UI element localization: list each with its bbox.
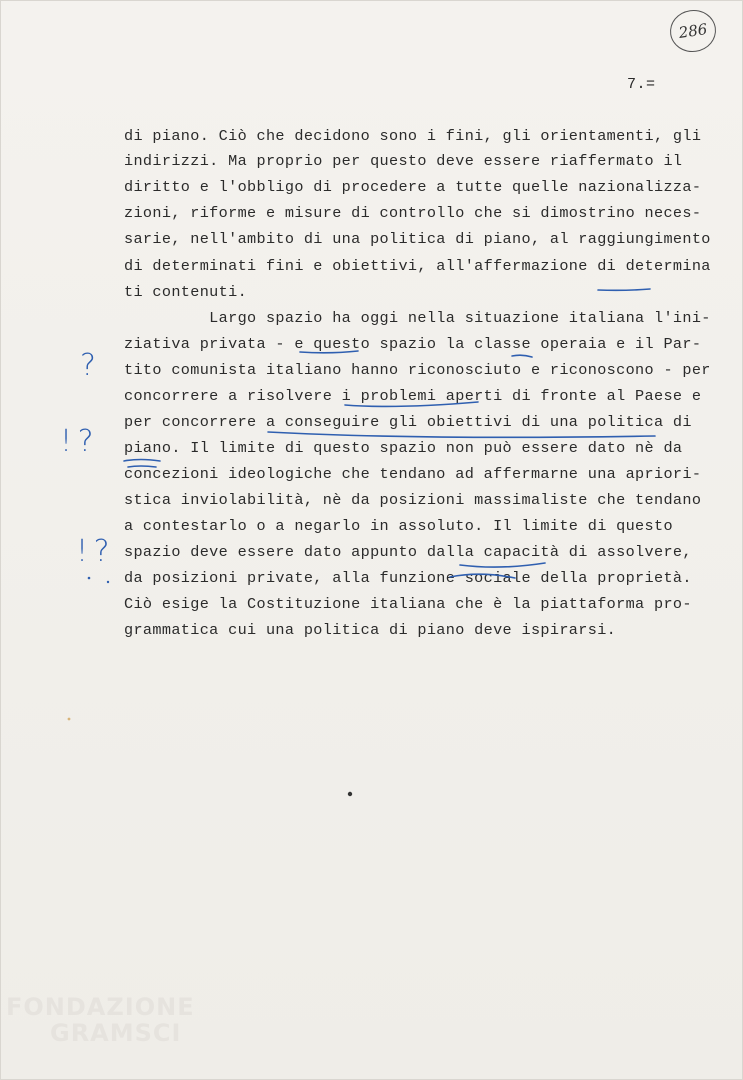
text-line: stica inviolabilità, nè da posizioni massimaliste che tendano: [124, 491, 702, 509]
underline-capacita: [460, 563, 545, 567]
text-line: Ciò esige la Costituzione italiana che è la piattaforma pro-: [124, 595, 692, 613]
margin-question-mark: ?: [80, 348, 96, 383]
archive-stamp-number: 286: [677, 20, 709, 42]
text-line: per concorrere a conseguire gli obiettivi di una politica di: [124, 413, 692, 431]
text-line: sarie, nell'ambito di una politica di piano, al raggiungimento: [124, 230, 711, 248]
text-line: di determinati fini e obiettivi, all'affermazione di determina: [124, 257, 711, 275]
text-line: ziativa privata - e questo spazio la classe operaia e il Par-: [124, 335, 702, 353]
margin-exclamation-question-mark: ! ?: [60, 424, 92, 459]
page-number: 7.=: [627, 76, 656, 93]
text-line: Largo spazio ha oggi nella situazione italiana l'ini-: [124, 309, 711, 327]
margin-exclamation-question-mark: ! ?: [76, 534, 108, 569]
text-line: spazio deve essere dato appunto dalla capacità di assolvere,: [124, 543, 692, 561]
text-line: di piano. Ciò che decidono sono i fini, gli orientamenti, gli: [124, 127, 702, 145]
watermark-line-1: FONDAZIONE: [6, 993, 195, 1021]
text-line: grammatica cui una politica di piano deve ispirarsi.: [124, 621, 617, 639]
text-line: diritto e l'obbligo di procedere a tutte quelle nazionalizza-: [124, 178, 702, 196]
text-line: a contestarlo o a negarlo in assoluto. Il limite di questo: [124, 517, 673, 535]
underline-questo-2: [512, 355, 532, 357]
watermark-logo: [6, 994, 195, 1046]
text-line: concezioni ideologiche che tendano ad affermarne una apriori-: [124, 465, 702, 483]
archive-stamp: [667, 7, 718, 55]
text-line: tito comunista italiano hanno riconosciuto e riconoscono - per: [124, 361, 711, 379]
underline-piano: [124, 460, 160, 462]
underline-determina: [598, 289, 650, 290]
watermark-line-2: GRAMSCI: [50, 1019, 182, 1047]
text-line: indirizzi. Ma proprio per questo deve essere riaffermato il: [124, 152, 683, 170]
text-line: piano. Il limite di questo spazio non può essere dato nè da: [124, 439, 683, 457]
text-line: da posizioni private, alla funzione sociale della proprietà.: [124, 569, 692, 587]
text-line: concorrere a risolvere i problemi aperti di fronte al Paese e: [124, 387, 702, 405]
underline-conseguire-obiettivi: [268, 432, 655, 437]
text-line: ti contenuti.: [124, 283, 248, 301]
text-line: zioni, riforme e misure di controllo che si dimostrino neces-: [124, 204, 702, 222]
